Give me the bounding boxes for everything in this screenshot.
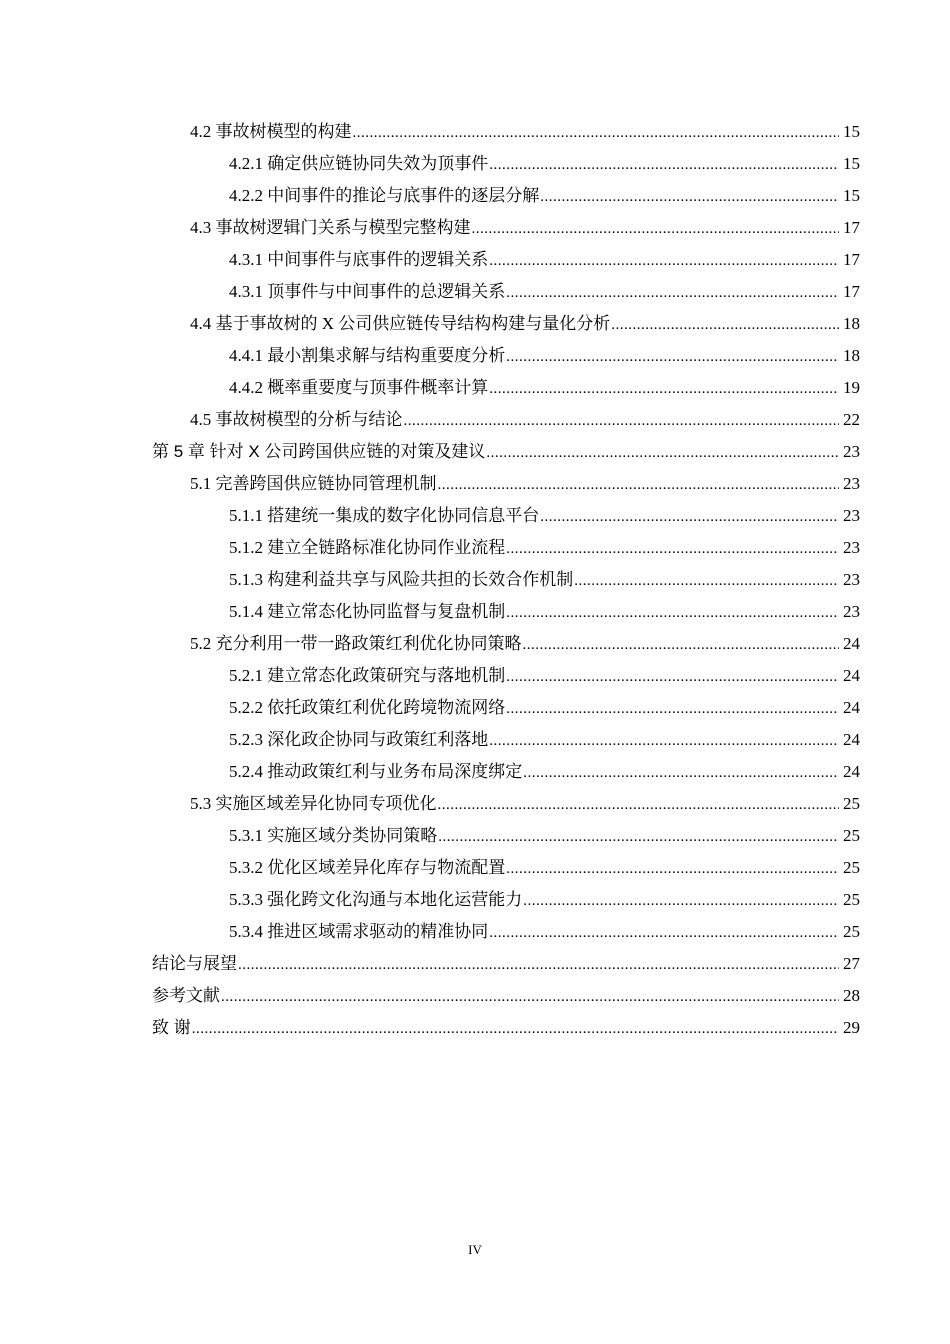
toc-entry-page-number: 17 [843,218,860,237]
page-footer-number: IV [468,1242,482,1257]
toc-entry-page-number: 23 [843,538,860,557]
toc-entry-page-number: 15 [843,186,860,205]
toc-entry-title: 5.3 实施区域差异化协同专项优化 [190,794,437,813]
toc-dot-leader [472,213,840,245]
toc-entry[interactable] [152,468,860,500]
toc-entry-page-number: 24 [843,730,860,749]
table-of-contents [152,116,860,1044]
toc-entry-page-number: 28 [843,986,860,1005]
toc-entry-page-number: 29 [843,1018,860,1037]
toc-dot-leader [611,309,839,341]
toc-entry[interactable] [152,1012,860,1044]
toc-entry-page-number: 24 [843,666,860,685]
toc-entry[interactable] [152,692,860,724]
toc-entry-page-number: 27 [843,954,860,973]
toc-dot-leader [438,789,840,821]
toc-entry-title: 4.2.1 确定供应链协同失效为顶事件 [229,154,489,173]
toc-entry-page-number: 15 [843,154,860,173]
toc-dot-leader [192,1013,839,1045]
toc-entry-title: 5.3.4 推进区域需求驱动的精准协同 [229,922,489,941]
toc-entry-page-number: 25 [843,890,860,909]
toc-entry-title: 5.1.3 构建利益共享与风险共担的长效合作机制 [229,570,574,589]
toc-entry-title: 4.2 事故树模型的构建 [190,122,352,141]
toc-dot-leader [238,949,839,981]
toc-entry[interactable] [152,628,860,660]
toc-dot-leader [353,117,840,149]
toc-entry-page-number: 23 [843,442,860,461]
toc-entry-title: 5.2 充分利用一带一路政策红利优化协同策略 [190,634,522,653]
toc-entry[interactable] [152,116,860,148]
toc-entry[interactable] [152,724,860,756]
toc-entry-title: 5.2.3 深化政企协同与政策红利落地 [229,730,489,749]
toc-dot-leader [523,757,839,789]
toc-entry[interactable] [152,564,860,596]
toc-entry-title: 4.4.1 最小割集求解与结构重要度分析 [229,346,506,365]
toc-entry-page-number: 23 [843,506,860,525]
toc-entry[interactable] [152,372,860,404]
toc-entry-title: 5.2.1 建立常态化政策研究与落地机制 [229,666,506,685]
toc-entry-title: 5.3.3 强化跨文化沟通与本地化运营能力 [229,890,523,909]
toc-dot-leader [404,405,840,437]
toc-dot-leader [506,533,839,565]
toc-dot-leader [523,885,839,917]
toc-entry-title: 致 谢 [152,1018,191,1037]
toc-dot-leader [506,661,839,693]
toc-entry-page-number: 17 [843,250,860,269]
toc-entry-page-number: 23 [843,570,860,589]
toc-dot-leader [489,917,839,949]
toc-dot-leader [540,501,839,533]
toc-entry[interactable] [152,884,860,916]
toc-entry[interactable] [152,436,860,468]
toc-entry-title: 4.4.2 概率重要度与顶事件概率计算 [229,378,489,397]
toc-entry[interactable] [152,404,860,436]
toc-dot-leader [486,437,839,469]
toc-entry[interactable] [152,820,860,852]
toc-entry-page-number: 15 [843,122,860,141]
toc-entry-title: 4.5 事故树模型的分析与结论 [190,410,403,429]
toc-entry-title: 结论与展望 [152,954,237,973]
toc-dot-leader [523,629,840,661]
toc-entry-title: 5.1.2 建立全链路标准化协同作业流程 [229,538,506,557]
toc-entry[interactable] [152,276,860,308]
toc-dot-leader [438,469,840,501]
toc-entry-title: 4.3.1 中间事件与底事件的逻辑关系 [229,250,489,269]
toc-entry[interactable] [152,980,860,1012]
toc-entry-page-number: 24 [843,634,860,653]
toc-dot-leader [489,149,839,181]
toc-entry-page-number: 19 [843,378,860,397]
toc-entry-title: 5.2.4 推动政策红利与业务布局深度绑定 [229,762,523,781]
toc-entry-page-number: 25 [843,858,860,877]
toc-entry-title: 4.3 事故树逻辑门关系与模型完整构建 [190,218,471,237]
toc-entry-title: 5.2.2 依托政策红利优化跨境物流网络 [229,698,506,717]
toc-dot-leader [506,853,839,885]
toc-dot-leader [489,245,839,277]
toc-entry-page-number: 18 [843,314,860,333]
toc-entry-title: 第 5 章 针对 X 公司跨国供应链的对策及建议 [152,442,486,461]
toc-dot-leader [506,341,839,373]
toc-entry[interactable] [152,596,860,628]
toc-entry-title: 4.2.2 中间事件的推论与底事件的逐层分解 [229,186,540,205]
toc-entry[interactable] [152,660,860,692]
toc-entry[interactable] [152,916,860,948]
toc-dot-leader [221,981,839,1013]
toc-entry-title: 4.3.1 顶事件与中间事件的总逻辑关系 [229,282,506,301]
toc-dot-leader [506,693,839,725]
toc-entry[interactable] [152,852,860,884]
toc-entry[interactable] [152,148,860,180]
toc-entry-title: 4.4 基于事故树的 X 公司供应链传导结构构建与量化分析 [190,314,611,333]
toc-dot-leader [489,725,839,757]
toc-entry-page-number: 25 [843,922,860,941]
toc-entry[interactable] [152,788,860,820]
toc-entry-title: 5.3.1 实施区域分类协同策略 [229,826,438,845]
toc-entry-page-number: 23 [843,474,860,493]
toc-entry-page-number: 18 [843,346,860,365]
toc-entry-title: 5.3.2 优化区域差异化库存与物流配置 [229,858,506,877]
toc-dot-leader [489,373,839,405]
toc-entry-page-number: 25 [843,826,860,845]
toc-entry-page-number: 25 [843,794,860,813]
toc-entry[interactable] [152,180,860,212]
toc-dot-leader [540,181,839,213]
toc-entry[interactable] [152,756,860,788]
toc-entry[interactable] [152,244,860,276]
toc-entry[interactable] [152,948,860,980]
toc-entry[interactable] [152,308,860,340]
toc-entry[interactable] [152,340,860,372]
toc-dot-leader [438,821,839,853]
toc-entry[interactable] [152,212,860,244]
toc-entry-title: 5.1 完善跨国供应链协同管理机制 [190,474,437,493]
toc-entry[interactable] [152,500,860,532]
toc-entry-title: 参考文献 [152,986,220,1005]
toc-entry-page-number: 24 [843,762,860,781]
toc-entry-page-number: 24 [843,698,860,717]
toc-entry-page-number: 23 [843,602,860,621]
toc-dot-leader [574,565,839,597]
toc-entry-page-number: 17 [843,282,860,301]
toc-entry-title: 5.1.1 搭建统一集成的数字化协同信息平台 [229,506,540,525]
toc-entry[interactable] [152,532,860,564]
toc-entry-page-number: 22 [843,410,860,429]
toc-dot-leader [506,277,839,309]
toc-dot-leader [506,597,839,629]
toc-entry-title: 5.1.4 建立常态化协同监督与复盘机制 [229,602,506,621]
